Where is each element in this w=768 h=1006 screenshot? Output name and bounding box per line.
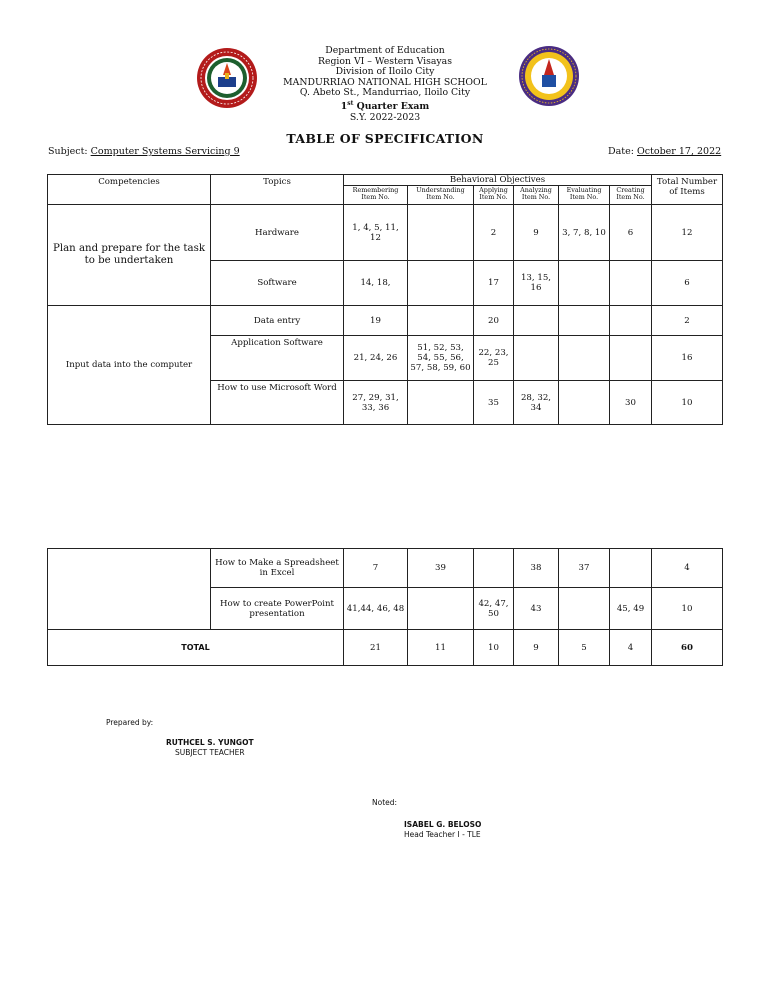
noted-role: Head Teacher I - TLE	[404, 829, 481, 839]
header-school: MANDURRIAO NATIONAL HIGH SCHOOL	[283, 76, 487, 88]
evaluating-cell	[559, 588, 610, 630]
creating-cell	[610, 261, 652, 306]
prepared-by-role: SUBJECT TEACHER	[174, 747, 245, 757]
col-header-topics: Topics	[211, 175, 344, 205]
applying-cell: 20	[474, 306, 514, 336]
creating-cell	[610, 336, 652, 381]
header-division: Division of Iloilo City	[335, 66, 435, 78]
total-row	[48, 630, 723, 666]
noted-name: ISABEL G. BELOSO	[404, 820, 482, 829]
total-label: TOTAL	[48, 630, 344, 666]
topic-cell: Hardware	[211, 205, 344, 261]
analyzing-cell: 13, 15, 16	[514, 261, 559, 306]
document-header	[230, 46, 540, 123]
date-value: October 17, 2022	[636, 146, 722, 157]
remembering-total: 21	[344, 630, 408, 666]
creating-total: 4	[610, 630, 652, 666]
remembering-cell: 21, 24, 26	[344, 336, 408, 381]
remembering-cell: 41,44, 46, 48	[344, 588, 408, 630]
applying-cell: 2	[474, 205, 514, 261]
total-cell: 10	[652, 381, 723, 425]
date-line: Date: October 17, 2022	[608, 146, 722, 157]
creating-cell: 45, 49	[610, 588, 652, 630]
evaluating-cell	[559, 381, 610, 425]
col-header-analyzing: Analyzing Item No.	[514, 186, 559, 205]
understanding-cell	[408, 261, 474, 306]
remembering-cell: 14, 18,	[344, 261, 408, 306]
remembering-cell: 27, 29, 31, 33, 36	[344, 381, 408, 425]
analyzing-cell: 28, 32, 34	[514, 381, 559, 425]
competency-cell	[48, 549, 211, 630]
header-exam: 1st Quarter Exam	[340, 99, 430, 113]
table-row	[48, 205, 723, 261]
creating-cell	[610, 306, 652, 336]
grand-total: 60	[652, 630, 723, 666]
applying-cell: 17	[474, 261, 514, 306]
table-row	[48, 549, 723, 588]
total-cell: 10	[652, 588, 723, 630]
understanding-total: 11	[408, 630, 474, 666]
noted-block	[404, 820, 481, 839]
col-header-understanding: Understanding Item No.	[408, 186, 474, 205]
analyzing-total: 9	[514, 630, 559, 666]
understanding-cell	[408, 381, 474, 425]
specification-table-continued	[47, 548, 723, 666]
evaluating-cell	[559, 261, 610, 306]
total-cell: 12	[652, 205, 723, 261]
evaluating-cell: 3, 7, 8, 10	[559, 205, 610, 261]
creating-cell: 30	[610, 381, 652, 425]
remembering-cell: 7	[344, 549, 408, 588]
header-school-year: S.Y. 2022-2023	[349, 111, 421, 123]
table-row	[48, 306, 723, 336]
topic-cell: Software	[211, 261, 344, 306]
understanding-cell: 51, 52, 53, 54, 55, 56, 57, 58, 59, 60	[408, 336, 474, 381]
col-header-competencies: Competencies	[48, 175, 211, 205]
page-title: TABLE OF SPECIFICATION	[286, 131, 484, 146]
understanding-cell: 39	[408, 549, 474, 588]
prepared-by-block	[166, 738, 254, 757]
competency-cell: Input data into the computer	[48, 306, 211, 425]
evaluating-cell	[559, 306, 610, 336]
understanding-cell	[408, 588, 474, 630]
competency-cell: Plan and prepare for the task to be undertaken	[48, 205, 211, 306]
topic-cell: How to use Microsoft Word	[211, 381, 344, 425]
evaluating-total: 5	[559, 630, 610, 666]
header-department: Department of Education	[325, 45, 445, 56]
applying-cell: 22, 23, 25	[474, 336, 514, 381]
prepared-by-name: RUTHCEL S. YUNGOT	[166, 738, 254, 747]
col-header-behavioral: Behavioral Objectives	[344, 175, 652, 186]
applying-cell: 35	[474, 381, 514, 425]
evaluating-cell: 37	[559, 549, 610, 588]
topic-cell: How to Make a Spreadsheet in Excel	[211, 549, 344, 588]
understanding-cell	[408, 205, 474, 261]
applying-total: 10	[474, 630, 514, 666]
header-region: Region VI – Western Visayas	[317, 55, 452, 67]
header-address: Q. Abeto St., Mandurriao, Iloilo City	[299, 87, 471, 99]
subject-value: Computer Systems Servicing 9	[90, 146, 240, 157]
topic-cell: Data entry	[211, 306, 344, 336]
total-cell: 6	[652, 261, 723, 306]
understanding-cell	[408, 306, 474, 336]
col-header-applying: Applying Item No.	[474, 186, 514, 205]
topic-cell: How to create PowerPoint presentation	[211, 588, 344, 630]
analyzing-cell	[514, 306, 559, 336]
analyzing-cell: 9	[514, 205, 559, 261]
total-cell: 16	[652, 336, 723, 381]
specification-table	[47, 174, 723, 425]
evaluating-cell	[559, 336, 610, 381]
creating-cell: 6	[610, 205, 652, 261]
total-cell: 2	[652, 306, 723, 336]
topic-cell: Application Software	[211, 336, 344, 381]
col-header-evaluating: Evaluating Item No.	[559, 186, 610, 205]
col-header-total: Total Number of Items	[652, 175, 723, 205]
remembering-cell: 19	[344, 306, 408, 336]
remembering-cell: 1, 4, 5, 11, 12	[344, 205, 408, 261]
analyzing-cell: 38	[514, 549, 559, 588]
applying-cell: 42, 47, 50	[474, 588, 514, 630]
analyzing-cell	[514, 336, 559, 381]
creating-cell	[610, 549, 652, 588]
subject-line: Subject: Computer Systems Servicing 9	[48, 146, 240, 157]
col-header-remembering: Remembering Item No.	[344, 186, 408, 205]
applying-cell	[474, 549, 514, 588]
prepared-by-label: Prepared by:	[106, 718, 154, 727]
analyzing-cell: 43	[514, 588, 559, 630]
col-header-creating: Creating Item No.	[610, 186, 652, 205]
noted-label: Noted:	[372, 798, 398, 807]
total-cell: 4	[652, 549, 723, 588]
